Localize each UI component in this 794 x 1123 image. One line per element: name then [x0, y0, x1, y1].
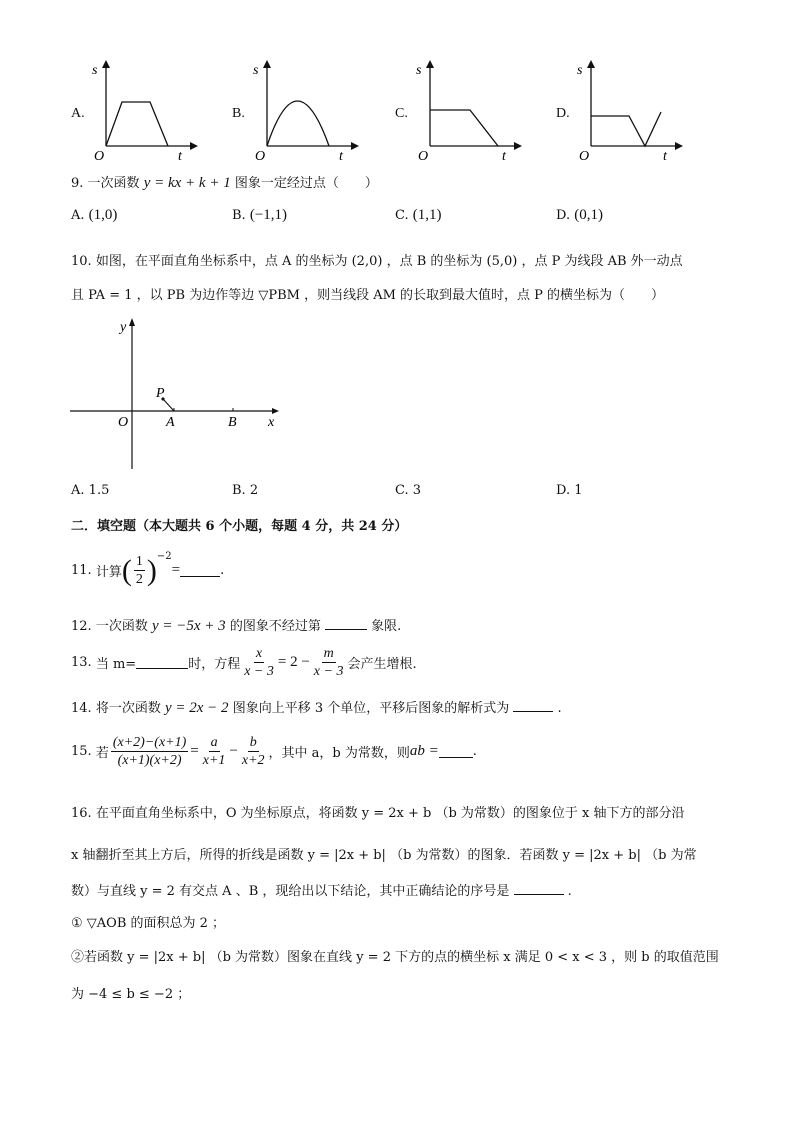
- q8-a-o: O: [94, 149, 105, 163]
- q11-fraction: [134, 553, 145, 588]
- q13-text-a: 当 m=: [95, 657, 137, 672]
- q15-num3: b: [249, 735, 257, 750]
- q11-exponent: −2: [156, 551, 172, 562]
- q8-option-a-letter: A.: [71, 106, 85, 121]
- q10-c-letter: C.: [395, 483, 409, 498]
- q8-c-s: s: [416, 63, 422, 78]
- q9-option-a: [71, 207, 117, 224]
- q10-fig-o: O: [118, 415, 129, 430]
- q14-answer-blank[interactable]: [513, 699, 553, 712]
- q8-c-t: t: [502, 149, 506, 163]
- q13-den1: x − 3: [244, 664, 274, 679]
- q14-number: 14.: [71, 701, 92, 716]
- q15-num1: (x+2)−(x+1): [112, 735, 187, 750]
- q8-graph-a: [90, 58, 200, 163]
- q10-line2: 且 PA = 1 ，以 PB 为边作等边 ▽PBM ，则当线段 AM 的长取到最大值时，点 P 的横坐标为（ ）: [71, 288, 665, 303]
- q9-b-value: (−1,1): [249, 207, 288, 223]
- q11-left-paren: (: [121, 553, 132, 587]
- q16-item2b: 为 −4 ≤ b ≤ −2 ；: [71, 987, 191, 1002]
- q15-end: .: [472, 744, 477, 759]
- q15-num2: a: [210, 735, 218, 750]
- q9-number: 9.: [71, 176, 84, 191]
- q15-minus: −: [229, 743, 238, 759]
- q10-b-value: 2: [249, 483, 259, 498]
- q15-fraction-3: [240, 734, 267, 769]
- q10-number: 10.: [71, 254, 92, 269]
- q8-graph-c: [414, 58, 524, 163]
- q8-b-t: t: [339, 149, 343, 163]
- q8-b-s: s: [253, 63, 259, 78]
- q15-answer-blank[interactable]: [439, 745, 473, 758]
- q10-option-b: [232, 483, 258, 498]
- q12-text-c: 象限.: [371, 619, 402, 634]
- q13-mid: = 2 −: [277, 654, 310, 670]
- q15-formula: ab =: [409, 743, 439, 759]
- q10-option-d: [556, 483, 583, 498]
- q8-b-o: O: [255, 149, 266, 163]
- q15-eq: =: [190, 743, 199, 759]
- q16-line1-text: 在平面直角坐标系中，O 为坐标原点，将函数 y = 2x + b （b 为常数）的图象位于 x 轴下方的部分沿: [95, 806, 685, 821]
- q12-number: 12.: [71, 619, 92, 634]
- q10-fig-b: B: [228, 415, 237, 430]
- q14: [71, 697, 562, 717]
- q13-fraction-2: [312, 645, 346, 680]
- q10-fig-y: y: [120, 320, 127, 335]
- q9-option-d: [556, 207, 603, 224]
- q13-fraction-1: [242, 645, 276, 680]
- q9-stem-b: 图象一定经过点（ ）: [234, 176, 378, 191]
- q11-end: .: [220, 563, 225, 578]
- q11-denominator: 2: [135, 572, 143, 587]
- q11-answer-blank[interactable]: [180, 564, 220, 577]
- q9-c-letter: C.: [395, 208, 409, 223]
- q10-c-value: 3: [412, 483, 422, 498]
- q9-d-value: (0,1): [574, 207, 603, 223]
- q10-line1: [71, 250, 683, 269]
- q10-fig-a: A: [166, 415, 175, 430]
- q16-line1: [71, 802, 685, 821]
- q15-fraction-1: [111, 734, 188, 769]
- q10-line1-text: 如图，在平面直角坐标系中，点 A 的坐标为 (2,0) ，点 B 的坐标为 (5,0) ，点 P 为线段 AB 外一动点: [95, 254, 683, 269]
- q10-d-letter: D.: [556, 483, 571, 498]
- q13-den2: x − 3: [313, 664, 344, 679]
- q10-fig-p: P: [156, 386, 165, 401]
- q11-text: 计算: [95, 565, 122, 580]
- q16-line3: [71, 880, 572, 899]
- q12-answer-blank[interactable]: [325, 617, 367, 630]
- q16-line3-text: 数）与直线 y = 2 有交点 A 、B ，现给出以下结论，其中正确结论的序号是: [71, 884, 510, 899]
- q9-a-letter: A.: [71, 208, 85, 223]
- q8-d-t: t: [663, 149, 667, 163]
- q9-d-letter: D.: [556, 208, 571, 223]
- q11: [71, 553, 224, 588]
- q12: [71, 615, 401, 635]
- q16-line2: x 轴翻折至其上方后，所得的折线是函数 y = |2x + b| （b 为常数）的图象．若函数 y = |2x + b| （b 为常: [71, 848, 697, 863]
- q12-formula: y = −5x + 3: [151, 618, 226, 634]
- q10-fig-x: x: [268, 415, 275, 430]
- q15: [71, 734, 477, 769]
- q9-c-value: (1,1): [412, 207, 442, 223]
- q9-option-b: [232, 207, 287, 224]
- q8-d-s: s: [577, 63, 583, 78]
- q11-right-paren: ): [146, 553, 157, 587]
- q9-formula: y = kx + k + 1: [143, 175, 231, 191]
- q9-stem: [71, 172, 378, 192]
- q8-d-o: O: [579, 149, 590, 163]
- q8-a-t: t: [178, 149, 182, 163]
- q13-text-c: 会产生增根.: [347, 657, 417, 672]
- q9-a-value: (1,0): [88, 207, 118, 223]
- q14-formula: y = 2x − 2: [164, 700, 229, 716]
- q15-fraction-2: [201, 734, 228, 769]
- q14-text-a: 将一次函数: [95, 701, 161, 716]
- q11-number: 11.: [71, 563, 92, 578]
- q8-option-d-letter: D.: [556, 106, 570, 121]
- q13-num2: m: [323, 646, 334, 661]
- q13-number: 13.: [71, 655, 92, 670]
- q16-number: 16.: [71, 806, 92, 821]
- q14-text-b: 图象向上平移 3 个单位，平移后图象的解析式为: [232, 701, 510, 716]
- q10-a-value: 1.5: [88, 483, 110, 498]
- q16-item1: ① ▽AOB 的面积总为 2 ；: [71, 916, 226, 931]
- q10-option-a: [71, 483, 109, 498]
- section2-heading: 二．填空题（本大题共 6 个小题，每题 4 分，共 24 分）: [71, 519, 408, 534]
- q12-text-a: 一次函数: [95, 619, 148, 634]
- q11-numerator: 1: [135, 554, 143, 569]
- q15-den1: (x+1)(x+2): [117, 753, 182, 768]
- q10-b-letter: B.: [232, 483, 246, 498]
- q11-equals: =: [171, 562, 181, 578]
- q14-end: .: [557, 701, 562, 716]
- q10-d-value: 1: [574, 483, 583, 498]
- q13: [71, 645, 417, 680]
- q8-graph-b: [251, 58, 361, 163]
- q15-text-b: ，其中 a，b 为常数，则: [268, 746, 410, 761]
- q10-a-letter: A.: [71, 483, 85, 498]
- q16-item2: ②若函数 y = |2x + b| （b 为常数）图象在直线 y = 2 下方的点的横坐标 x 满足 0 < x < 3 ，则 b 的取值范围: [71, 950, 719, 965]
- q9-stem-a: 一次函数: [87, 176, 140, 191]
- q8-option-c-letter: C.: [395, 106, 408, 121]
- q15-den3: x+2: [241, 753, 265, 768]
- q8-graph-d: [575, 58, 685, 163]
- q15-den2: x+1: [202, 753, 226, 768]
- q12-text-b: 的图象不经过第: [229, 619, 321, 634]
- q8-c-o: O: [418, 149, 429, 163]
- q9-option-c: [395, 207, 442, 224]
- q16-answer-blank[interactable]: [514, 882, 564, 895]
- q10-option-c: [395, 483, 421, 498]
- q9-b-letter: B.: [232, 208, 246, 223]
- q16-line3-end: .: [567, 884, 572, 899]
- q15-number: 15.: [71, 744, 92, 759]
- q15-text-a: 若: [95, 746, 109, 761]
- q13-num1: x: [255, 646, 263, 661]
- q13-answer-blank[interactable]: [136, 656, 188, 669]
- q13-text-b: 时，方程: [188, 657, 241, 672]
- q8-a-s: s: [92, 63, 98, 78]
- q10-figure: [68, 313, 288, 475]
- q8-option-b-letter: B.: [232, 106, 245, 121]
